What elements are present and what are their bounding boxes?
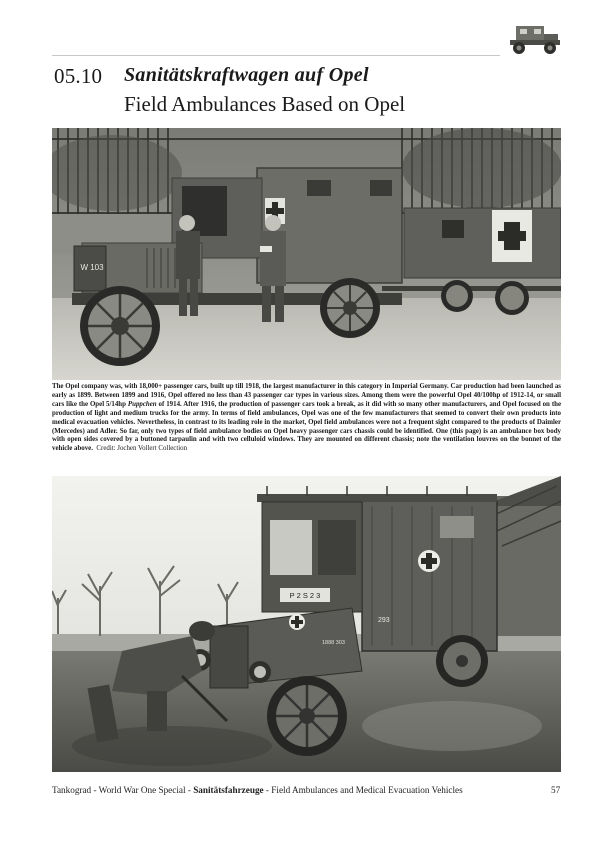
section-number: 05.10: [54, 64, 103, 88]
photo1-radiator-plate: W 103: [80, 263, 104, 272]
page-number: 57: [551, 785, 561, 795]
photo-opel-ambulance-with-trailer: [52, 128, 561, 380]
section-title-english: Field Ambulances Based on Opel: [124, 92, 406, 116]
photo2-front-wheel: [267, 676, 347, 756]
photo1-front-wheel: [80, 286, 160, 366]
footer-prefix: Tankograd - World War One Special -: [52, 785, 194, 795]
caption-italic-model-name: Puppchen: [127, 400, 157, 408]
photo2-body-number: 293: [378, 617, 390, 624]
photo2-rear-wheel: [436, 635, 488, 687]
section-title-german: Sanitätskraftwagen auf Opel: [124, 64, 369, 86]
caption-text-part2: of 1914. After 1916, the production of passenger cars took a break, as it did with so many other manufacturers, and Opel focused on the production of light and medium trucks for the army. In terms of field ambulances, Opel was one of the few manufacturers that seemed to convert their own products into medical evacuation vehicles. Nevertheless, in contrast to its leading role in the market, Opel field ambulances were not a frequent sight compared to the products of Daimler (Mercedes) and Adler. So far, only two types of field ambulance bodies on Opel heavy passenger cars chassis could be identified. One (this page) is an ambulance box body with open sides covered by a buttoned tarpaulin and with two celluloid windows. They are mounted on different chassis; note the ventilation louvres on the bonnet of the vehicle above.: [52, 400, 562, 453]
header-rule: [52, 55, 500, 56]
footer-suffix: - Field Ambulances and Medical Evacuation Vehicles: [263, 785, 463, 795]
photo-opel-ambulance-in-mud: [52, 476, 561, 772]
photo-caption: [52, 383, 561, 454]
caption-text-part1: The Opel company was, with 18,000+ passenger cars, built up till 1918, the largest manufacturer in this category in Imperial Germany. Car production had been launched as early as 1899. Between 1899 and 1916, Opel offered no less than 43 passenger car types in various sizes. Among them were the powerful Opel 40/100hp of 1912-14, or small cars like the Opel 5/14hp: [52, 383, 561, 408]
photo-credit: Credit: Jochen Vollert Collection: [96, 445, 188, 453]
header-vehicle-thumbnail: [504, 22, 562, 56]
photo2-bonnet-number: 1888 303: [322, 640, 345, 646]
footer-book-title: Sanitätsfahrzeuge: [193, 785, 264, 795]
page-footer: [52, 785, 463, 795]
photo2-vehicle-plate: P 2 S 2 3: [289, 591, 321, 600]
photo1-rear-wheel: [320, 278, 380, 338]
